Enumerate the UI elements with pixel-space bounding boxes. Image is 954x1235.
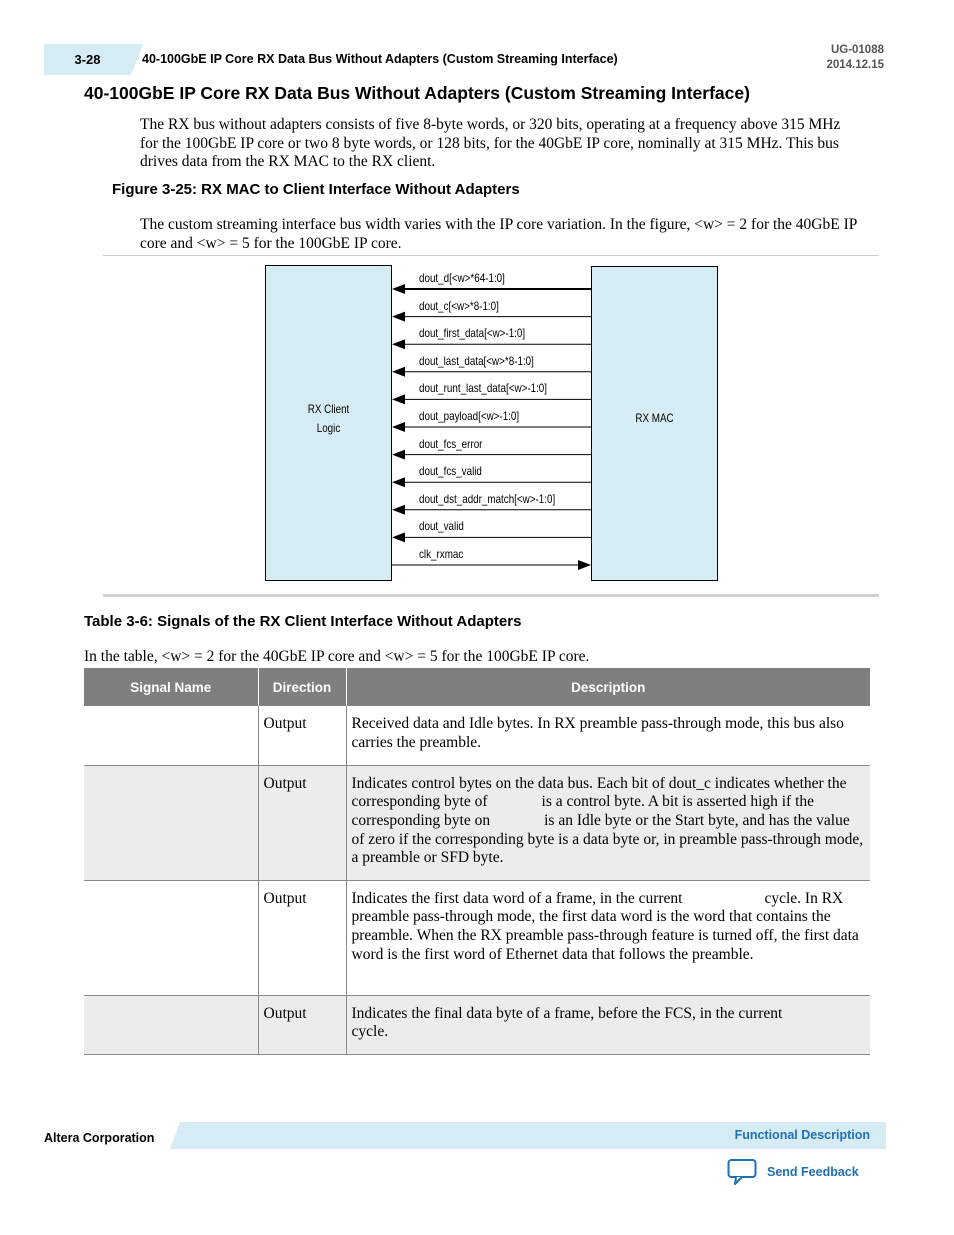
signal-label: dout_runt_last_data[<w>-1:0] [419, 381, 548, 396]
rx-mac-label: RX MAC [635, 411, 674, 425]
signal-arrowhead [392, 505, 405, 515]
signals-table [84, 668, 870, 1055]
signal-label: dout_dst_addr_match[<w>-1:0] [419, 491, 556, 506]
signal-arrowhead [392, 339, 405, 349]
page-number: 3-28 [74, 52, 101, 67]
signal-label: dout_fcs_error [419, 436, 483, 451]
document-number: UG-01088 [830, 44, 884, 56]
signal-label: clk_rxmac [419, 547, 464, 561]
description-cell [346, 880, 870, 995]
speech-bubble-icon [727, 1158, 757, 1186]
signal-label: dout_payload[<w>-1:0] [419, 409, 520, 423]
table-row [84, 880, 870, 995]
table-caption: Table 3-6: Signals of the RX Client Interface Without Adapters [84, 613, 522, 630]
signal-arrowhead [392, 450, 405, 460]
direction-cell: Output [258, 765, 346, 880]
signal-arrowhead [392, 532, 405, 542]
signal-arrowhead [392, 477, 405, 487]
description-part: cycle. In RX preamble pass-through mode, the first data word is the word that contains the preamble. When the RX preamble pass-through feature is turned off, the first data word is the first word of Ethernet data that follows the preamble. [351, 889, 859, 963]
table-row [84, 706, 870, 765]
figure-bottom-rule [103, 594, 879, 597]
direction-cell: Output [258, 995, 346, 1054]
table-row [84, 995, 870, 1054]
col-header-description: Description [346, 668, 870, 706]
send-feedback-label[interactable]: Send Feedback [767, 1165, 859, 1179]
document-id [826, 43, 884, 73]
signal-arrowhead [392, 394, 405, 404]
signal-label: dout_first_data[<w>-1:0] [419, 326, 526, 341]
figure-note: The custom streaming interface bus width varies with the IP core variation. In the figure, <w> = 2 for the 40GbE IP core and <w> = 5 for the 100GbE IP core. [140, 216, 857, 252]
section-intro: The RX bus without adapters consists of five 8-byte words, or 320 bits, operating at a frequency above 315 MHz for the 100GbE IP core or two 8 byte words, or 128 bits, for the 40GbE IP core, nominally at 315 MHz. This bus drives data from the RX MAC to the RX client. [140, 116, 841, 170]
signal-label: dout_c[<w>*8-1:0] [419, 298, 499, 313]
signal-name-cell [84, 706, 258, 765]
description-part: is a control byte. A bit is asserted high if the corresponding byte on [351, 793, 815, 829]
table-note: In the table, <w> = 2 for the 40GbE IP core and <w> = 5 for the 100GbE IP core. [84, 648, 590, 665]
col-header-signal-name: Signal Name [84, 668, 258, 706]
page-number-tab [44, 44, 131, 75]
rx-client-label-line2: Logic [316, 421, 341, 435]
running-header-title: 40-100GbE IP Core RX Data Bus Without Adapters (Custom Streaming Interface) [142, 52, 618, 66]
signal-label: dout_fcs_valid [419, 464, 482, 479]
interface-diagram [103, 258, 879, 594]
signal-label: dout_valid [419, 519, 464, 534]
signal-name-cell [84, 765, 258, 880]
description-part: Indicates the final data byte of a frame, before the FCS, in the current [351, 1004, 783, 1022]
signal-arrowhead [392, 284, 405, 294]
description-cell [346, 995, 870, 1054]
signal-arrowhead [578, 560, 591, 570]
rx-client-label-line1: RX Client [307, 402, 350, 416]
section-heading: 40-100GbE IP Core RX Data Bus Without Adapters (Custom Streaming Interface) [84, 83, 750, 103]
description-cell [346, 765, 870, 880]
signal-label: dout_last_data[<w>*8-1:0] [419, 353, 534, 368]
figure-caption: Figure 3-25: RX MAC to Client Interface Without Adapters [112, 181, 520, 198]
signal-label: dout_d[<w>*64-1:0] [419, 271, 505, 285]
signal-arrowhead [392, 312, 405, 322]
signal-arrowhead [392, 367, 405, 377]
footer-company: Altera Corporation [44, 1131, 155, 1145]
description-part: is an Idle byte or the Start byte, and has the value of zero if the corresponding byte is a data byte or, in preamble pass-through mode, a preamble or SFD byte. [351, 811, 864, 867]
signal-name-cell [84, 995, 258, 1054]
footer-band [180, 1122, 886, 1149]
description-part: cycle. [351, 1023, 389, 1041]
description-cell: Received data and Idle bytes. In RX preamble pass-through mode, this bus also carries the preamble. [346, 706, 870, 765]
description-part: Indicates control bytes on the data bus. Each bit of dout_c indicates whether the corresponding byte of [351, 774, 847, 811]
signal-arrowhead [392, 422, 405, 432]
signal-name-cell [84, 880, 258, 995]
figure-top-rule [103, 255, 879, 256]
footer-section-link[interactable]: Functional Description [734, 1128, 870, 1142]
send-feedback-link[interactable] [727, 1158, 859, 1186]
table-row [84, 765, 870, 880]
document-date: 2014.12.15 [826, 59, 884, 71]
col-header-direction: Direction [258, 668, 346, 706]
direction-cell: Output [258, 880, 346, 995]
direction-cell: Output [258, 706, 346, 765]
table-header-row [84, 668, 870, 706]
description-part: Indicates the first data word of a frame, in the current [351, 889, 683, 907]
